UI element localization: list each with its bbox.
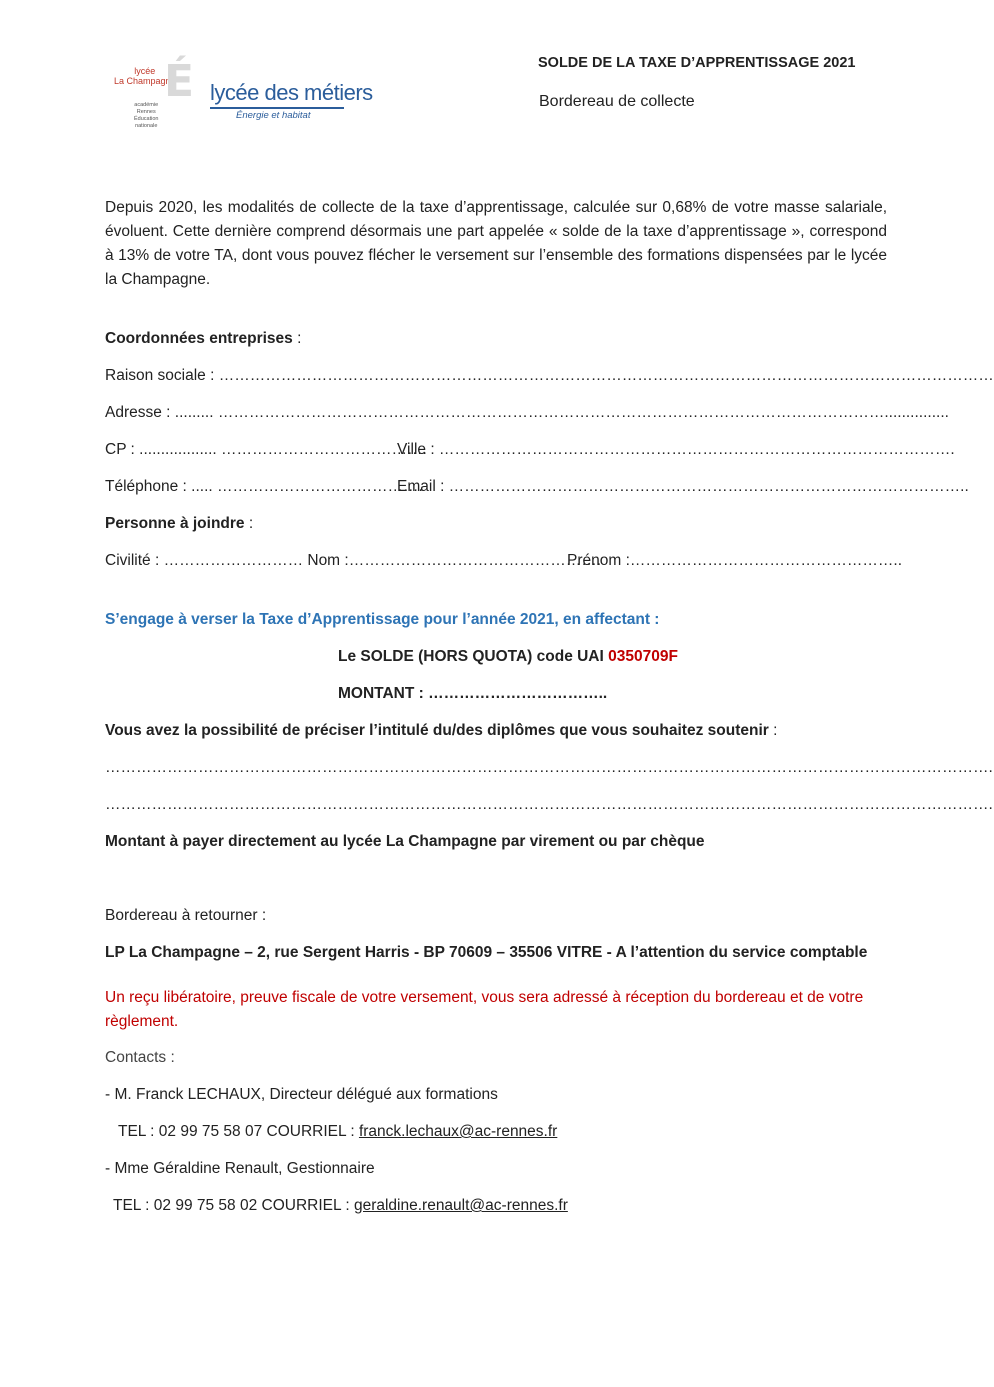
contact-2-tel: TEL : 02 99 75 58 02 COURRIEL :	[113, 1197, 354, 1214]
logo-school-name: lycée La Champagne	[114, 66, 176, 86]
company-heading-colon: :	[292, 330, 302, 347]
engagement-text: S’engage à verser la Taxe d’Apprentissage pour l’année 2021, en affectant :	[105, 611, 660, 628]
diplomes-line-1[interactable]: ……………………………………………………………………………………………………………………………………………………….	[105, 759, 993, 776]
school-logo	[108, 52, 373, 142]
return-label: Bordereau à retourner :	[105, 907, 267, 924]
return-address: LP La Champagne – 2, rue Sergent Harris - BP 70609 – 35506 VITRE - A l’attention du service comptable	[105, 944, 868, 961]
adresse-field[interactable]: Adresse : ......... …………………………………………………………………………………………………………………...............	[105, 404, 949, 421]
contacts-label: Contacts :	[105, 1049, 175, 1066]
logo-e-mark: É	[164, 56, 195, 107]
solde-line	[338, 645, 678, 669]
contact-1-tel-line	[118, 1120, 557, 1144]
contact-1-name: - M. Franck LECHAUX, Directeur délégué aux formations	[105, 1086, 498, 1103]
diplomes-text: Vous avez la possibilité de préciser l’intitulé du/des diplômes que vous souhaitez soutenir	[105, 722, 769, 739]
contact-2-tel-line	[113, 1194, 568, 1218]
cp-field[interactable]: CP : .................. ………………………………….	[105, 441, 427, 458]
contact-1-email-link[interactable]: franck.lechaux@ac-rennes.fr	[358, 1123, 558, 1140]
logo-brand-rule	[210, 107, 344, 109]
receipt-notice: Un reçu libératoire, preuve fiscale de votre versement, vous sera adressé à réception du bordereau et de votre règlement.	[105, 989, 864, 1030]
document-subtitle: Bordereau de collecte	[539, 93, 695, 110]
contact-heading: Personne à joindre	[105, 515, 245, 532]
diplomes-line	[105, 719, 777, 743]
contact-1-tel: TEL : 02 99 75 58 07 COURRIEL :	[118, 1123, 359, 1140]
contact-heading-line	[105, 512, 253, 536]
document-title: SOLDE DE LA TAXE D’APPRENTISSAGE 2021	[538, 55, 856, 71]
solde-label: Le SOLDE (HORS QUOTA) code UAI	[338, 648, 609, 665]
diplomes-line-2[interactable]: ……………………………………………………………………………………………………………………………………………………….	[105, 796, 993, 813]
diplomes-colon: :	[768, 722, 778, 739]
logo-brand-sub: Énergie et habitat	[236, 110, 311, 121]
raison-sociale-field[interactable]: Raison sociale : ……………………………………………………………………………………………………………………………………	[105, 367, 994, 384]
company-heading: Coordonnées entreprises	[105, 330, 293, 347]
contact-heading-colon: :	[244, 515, 254, 532]
email-field[interactable]: Email : ………………………………………………………………………………………..	[397, 478, 969, 495]
telephone-field[interactable]: Téléphone : ..... ………………………………….	[105, 478, 423, 495]
uai-code: 0350709F	[608, 648, 678, 665]
ville-field[interactable]: Ville : ……………………………………………………………………………………….	[397, 441, 955, 458]
payment-text: Montant à payer directement au lycée La Champagne par virement ou par chèque	[105, 833, 705, 850]
montant-field[interactable]: MONTANT : ……………………………..	[338, 685, 608, 702]
contact-2-email-link[interactable]: geraldine.renault@ac-rennes.fr	[353, 1197, 568, 1214]
contact-2-name: - Mme Géraldine Renault, Gestionnaire	[105, 1160, 375, 1177]
logo-brand: lycée des métiers	[210, 80, 373, 105]
company-heading-line	[105, 327, 301, 351]
intro-paragraph: Depuis 2020, les modalités de collecte de la taxe d’apprentissage, calculée sur 0,68% de votre masse salariale, évoluent. Cette dernière comprend désormais une part appelée « solde de la taxe d’apprentissage », correspond à 13% de votre TA, dont vous pouvez flécher le versement sur l’ensemble des formations dispensées par le lycée la Champagne.	[105, 199, 887, 288]
civilite-nom-field[interactable]: Civilité : ……………………… Nom :………………………………………….	[105, 552, 602, 569]
logo-academie: académie Rennes Éducation nationale	[134, 102, 159, 129]
prenom-field[interactable]: Prénom :……………………………………………..	[567, 552, 902, 569]
